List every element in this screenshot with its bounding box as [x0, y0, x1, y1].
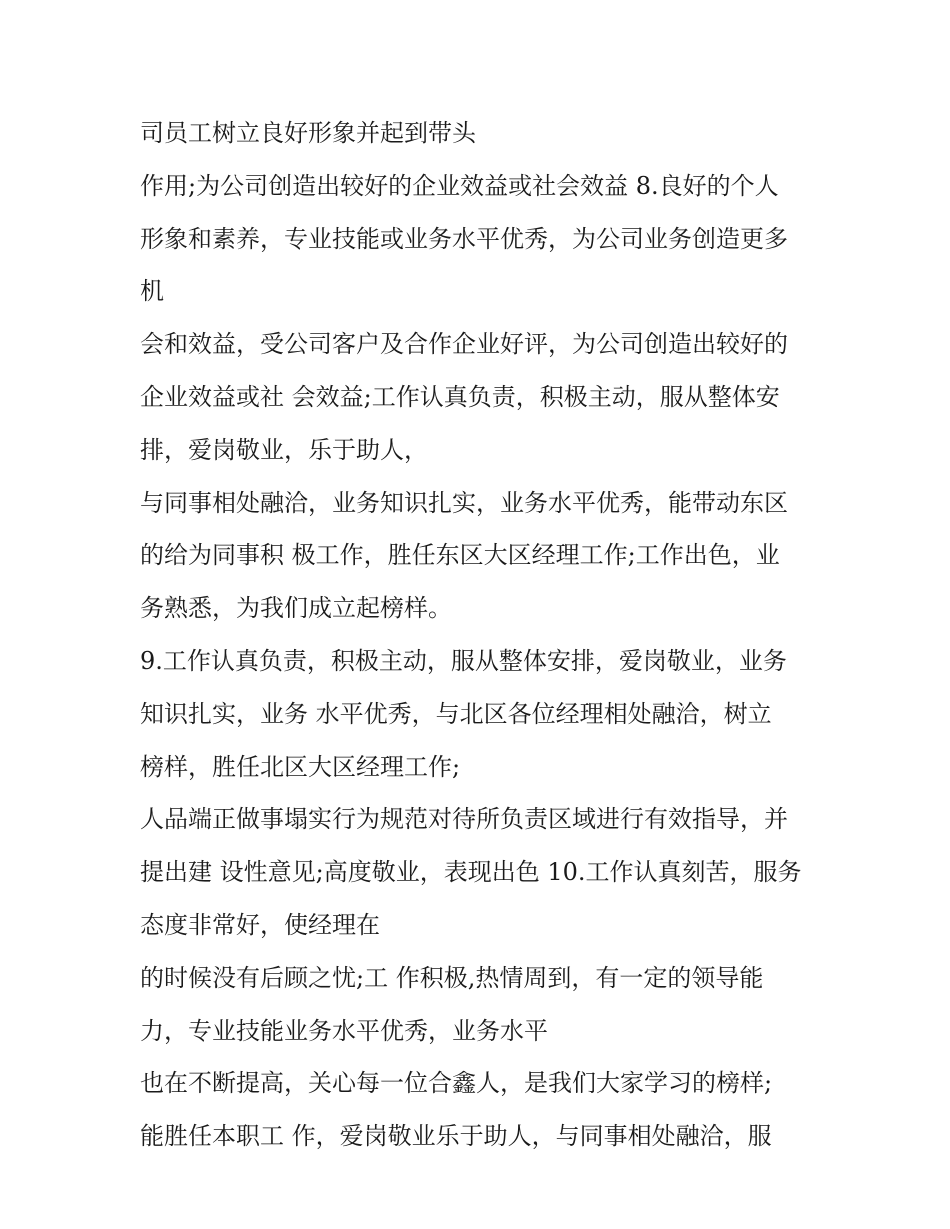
- text-line: 企业效益或社 会效益;工作认真负责，积极主动，服从整体安: [140, 382, 780, 411]
- text-line: 作用;为公司创造出较好的企业效益或社会效益 8.良好的个人: [140, 171, 779, 200]
- body-text: [140, 107, 830, 1163]
- text-line: 务熟悉，为我们成立起榜样。: [140, 594, 452, 623]
- text-line: 排，爱岗敬业，乐于助人，: [140, 435, 428, 464]
- text-line: 也在不断提高，关心每一位合鑫人，是我们大家学习的榜样;: [140, 1069, 773, 1098]
- text-line: 与同事相处融洽，业务知识扎实，业务水平优秀，能带动东区: [140, 488, 788, 517]
- text-line: 司员工树立良好形象并起到带头: [140, 119, 476, 147]
- text-line: 的时候没有后顾之忧;工 作积极,热情周到，有一定的领导能: [140, 963, 764, 992]
- text-line: 的给为同事积 极工作，胜任东区大区经理工作;工作出色，业: [140, 541, 780, 570]
- text-line: 能胜任本职工 作，爱岗敬业乐于助人，与同事相处融洽，服: [140, 1122, 772, 1151]
- text-line: 态度非常好，使经理在: [140, 910, 380, 939]
- text-line: 机: [140, 277, 164, 306]
- text-line: 人品端正做事塌实行为规范对待所负责区域进行有效指导，并: [140, 805, 788, 834]
- text-line: 知识扎实，业务 水平优秀，与北区各位经理相处融洽，树立: [140, 699, 772, 728]
- text-line: 提出建 设性意见;高度敬业，表现出色 10.工作认真刻苦，服务: [140, 858, 802, 887]
- text-line: 会和效益，受公司客户及合作企业好评，为公司创造出较好的: [140, 330, 788, 359]
- text-line: 形象和素养，专业技能或业务水平优秀，为公司业务创造更多: [140, 224, 788, 253]
- text-line: 榜样，胜任北区大区经理工作;: [140, 752, 461, 781]
- text-line: 力，专业技能业务水平优秀，业务水平: [140, 1016, 548, 1045]
- text-line: 9.工作认真负责，积极主动，服从整体安排，爱岗敬业，业务: [140, 646, 787, 675]
